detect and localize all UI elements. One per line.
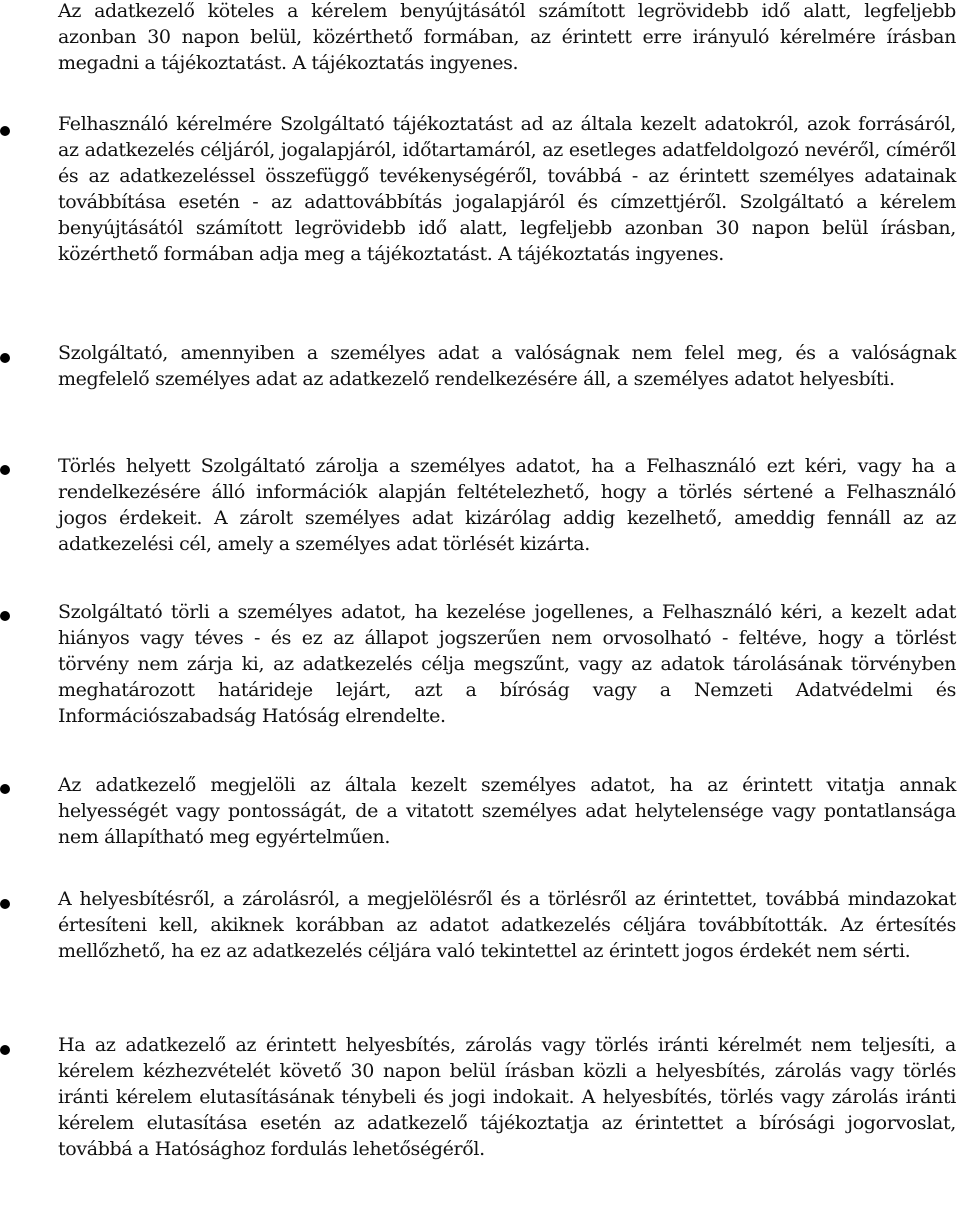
bullet-paragraph: A helyesbítésről, a zárolásról, a megjelölésről és a törlésről az érintettet, továbbá mindazokat értesíteni kell, akiknek korábban az adatot adatkezelés céljára továbbították. Az értesítés mellőzhető, ha ez az adatkezelés céljára való tekintettel az érintett jogos érdekét nem sérti. (58, 888, 956, 962)
bullet-icon (0, 353, 10, 363)
intro-paragraph: Az adatkezelő köteles a kérelem benyújtásától számított legrövidebb idő alatt, legfeljebb azonban 30 napon belül, közérthető formában, az érintett erre irányuló kérelmére írásban megadni a tájékoztatást. A tájékoztatás ingyenes. (58, 0, 956, 74)
bullet-icon (0, 611, 10, 621)
bullet-paragraph: Szolgáltató, amennyiben a személyes adat a valóságnak nem felel meg, és a valóságnak megfelelő személyes adat az adatkezelő rendelkezésére áll, a személyes adatot helyesbíti. (58, 342, 956, 390)
bullet-icon (0, 465, 10, 475)
bullet-paragraph: Törlés helyett Szolgáltató zárolja a személyes adatot, ha a Felhasználó ezt kéri, vagy ha a rendelkezésére álló információk alapján feltételezhető, hogy a törlés sértené a Felhasználó jogos érdekeit. A zárolt személyes adat kizárólag addig kezelhető, ameddig fennáll az az adatkezelési cél, amely a személyes adat törlését kizárta. (58, 455, 956, 555)
bullet-icon (0, 784, 10, 794)
bullet-icon (0, 126, 10, 136)
bullet-icon (0, 899, 10, 909)
bullet-paragraph: Szolgáltató törli a személyes adatot, ha kezelése jogellenes, a Felhasználó kéri, a kezelt adat hiányos vagy téves - és ez az állapot jogszerűen nem orvosolható - feltéve, hogy a törlést törvény nem zárja ki, az adatkezelés célja megszűnt, vagy az adatok tárolásának törvényben meghatározott határideje lejárt, azt a bíróság vagy a Nemzeti Adatvédelmi és Információszabadság Hatóság elrendelte. (58, 601, 956, 727)
bullet-icon (0, 1045, 10, 1055)
bullet-paragraph: Az adatkezelő megjelöli az általa kezelt személyes adatot, ha az érintett vitatja annak helyességét vagy pontosságát, de a vitatott személyes adat helytelensége vagy pontatlansága nem állapítható meg egyértelműen. (58, 774, 956, 848)
bullet-paragraph: Ha az adatkezelő az érintett helyesbítés, zárolás vagy törlés iránti kérelmét nem teljesíti, a kérelem kézhezvételét követő 30 napon belül írásban közli a helyesbítés, zárolás vagy törlés iránti kérelem elutasításának ténybeli és jogi indokait. A helyesbítés, törlés vagy zárolás iránti kérelem elutasítása esetén az adatkezelő tájékoztatja az érintettet a bírósági jogorvoslat, továbbá a Hatósághoz fordulás lehetőségéről. (58, 1034, 956, 1160)
bullet-paragraph: Felhasználó kérelmére Szolgáltató tájékoztatást ad az általa kezelt adatokról, azok forrásáról, az adatkezelés céljáról, jogalapjáról, időtartamáról, az esetleges adatfeldolgozó nevéről, címéről és az adatkezeléssel összefüggő tevékenységéről, továbbá - az érintett személyes adatainak továbbítása esetén - az adattovábbítás jogalapjáról és címzettjéről. Szolgáltató a kérelem benyújtásától számított legrövidebb idő alatt, legfeljebb azonban 30 napon belül írásban, közérthető formában adja meg a tájékoztatást. A tájékoztatás ingyenes. (58, 113, 956, 265)
